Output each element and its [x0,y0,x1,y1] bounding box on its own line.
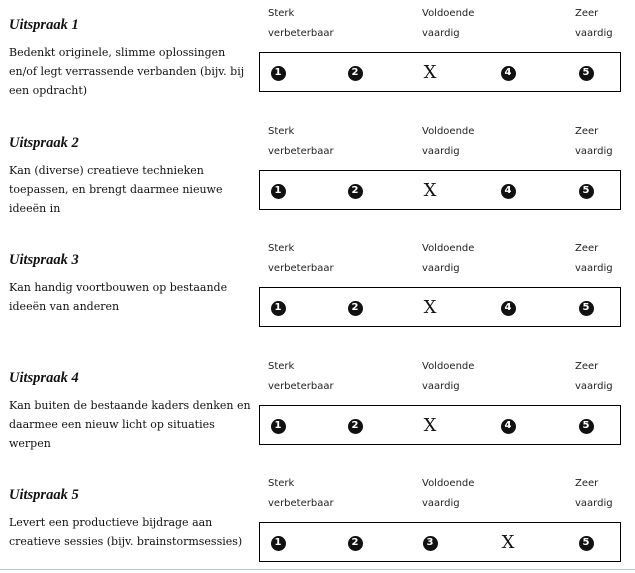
scale-number-badge: 3 [423,536,438,551]
scale-label-high: vaardig [575,28,613,39]
rating-option[interactable] [268,63,288,83]
rating-option[interactable] [420,181,440,201]
scale-label-mid: vaardig [422,146,460,157]
scale-number-badge: 4 [501,184,516,199]
rating-option[interactable] [345,416,365,436]
scale-label-low: Sterk [268,8,295,19]
scale-label-mid: Voldoende [422,8,475,19]
scale-label-high: vaardig [575,146,613,157]
statement-description: Bedenkt originele, slimme oplossingen en/of legt verrassende verbanden (bijv. bij een opdracht) [9,46,245,97]
scale-number-badge: 2 [348,536,363,551]
rating-option[interactable] [498,533,518,553]
rating-option[interactable] [420,298,440,318]
rating-option[interactable] [498,298,518,318]
scale-number-badge: 4 [501,301,516,316]
scale-label-low: verbeterbaar [268,146,334,157]
scale-label-high: vaardig [575,498,613,509]
rating-scale [259,170,621,210]
scale-label-low: Sterk [268,361,295,372]
rating-option[interactable] [498,181,518,201]
scale-label-high: Zeer [575,243,599,254]
scale-label-mid: Voldoende [422,243,475,254]
selected-mark: X [423,297,437,318]
scale-label-mid: vaardig [422,498,460,509]
scale-label-low: verbeterbaar [268,263,334,274]
rating-option[interactable] [268,533,288,553]
scale-number-badge: 5 [579,184,594,199]
scale-number-badge: 5 [579,419,594,434]
scale-label-mid: Voldoende [422,126,475,137]
rating-scale [259,405,621,445]
scale-number-badge: 1 [271,66,286,81]
statement-title: Uitspraak 1 [9,17,79,33]
statement-description: Kan buiten de bestaande kaders denken en daarmee een nieuw licht op situaties werpen [9,399,251,450]
scale-number-badge: 1 [271,536,286,551]
scale-number-badge: 5 [579,66,594,81]
statement-description: Kan handig voortbouwen op bestaande ideeën van anderen [9,281,228,313]
rating-option[interactable] [420,63,440,83]
scale-label-high: Zeer [575,478,599,489]
rating-option[interactable] [345,63,365,83]
scale-label-high: Zeer [575,361,599,372]
rating-option[interactable] [576,533,596,553]
rating-scale [259,52,621,92]
statement-title: Uitspraak 2 [9,135,79,151]
rating-option[interactable] [268,298,288,318]
scale-number-badge: 1 [271,301,286,316]
selected-mark: X [501,532,515,553]
scale-number-badge: 4 [501,66,516,81]
scale-label-high: vaardig [575,263,613,274]
rating-option[interactable] [576,416,596,436]
rating-scale [259,522,621,562]
rating-option[interactable] [345,181,365,201]
rating-option[interactable] [345,533,365,553]
statement-title: Uitspraak 5 [9,487,79,503]
scale-number-badge: 2 [348,419,363,434]
scale-label-high: Zeer [575,126,599,137]
scale-label-mid: Voldoende [422,361,475,372]
scale-number-badge: 2 [348,184,363,199]
scale-label-mid: Voldoende [422,478,475,489]
rating-option[interactable] [268,416,288,436]
statement-description: Kan (diverse) creatieve technieken toepassen, en brengt daarmee nieuwe ideeën in [9,164,223,215]
scale-label-low: verbeterbaar [268,28,334,39]
scale-label-high: Zeer [575,8,599,19]
statement-title: Uitspraak 3 [9,252,79,268]
scale-label-low: Sterk [268,126,295,137]
rating-option[interactable] [345,298,365,318]
scale-label-high: vaardig [575,381,613,392]
rating-option[interactable] [420,416,440,436]
rating-option[interactable] [268,181,288,201]
rating-option[interactable] [420,533,440,553]
rating-option[interactable] [498,416,518,436]
scale-label-mid: vaardig [422,263,460,274]
rating-scale [259,287,621,327]
scale-number-badge: 4 [501,419,516,434]
scale-number-badge: 2 [348,301,363,316]
rating-option[interactable] [498,63,518,83]
statement-description: Levert een productieve bijdrage aan creatieve sessies (bijv. brainstormsessies) [9,516,243,548]
rating-option[interactable] [576,298,596,318]
scale-label-mid: vaardig [422,28,460,39]
scale-number-badge: 5 [579,301,594,316]
scale-label-mid: vaardig [422,381,460,392]
rating-option[interactable] [576,181,596,201]
scale-number-badge: 5 [579,536,594,551]
selected-mark: X [423,180,437,201]
scale-label-low: Sterk [268,478,295,489]
scale-label-low: verbeterbaar [268,381,334,392]
scale-number-badge: 2 [348,66,363,81]
rating-option[interactable] [576,63,596,83]
statement-title: Uitspraak 4 [9,370,79,386]
scale-number-badge: 1 [271,184,286,199]
bottom-divider [0,569,635,570]
scale-label-low: verbeterbaar [268,498,334,509]
scale-label-low: Sterk [268,243,295,254]
selected-mark: X [423,415,437,436]
scale-number-badge: 1 [271,419,286,434]
selected-mark: X [423,62,437,83]
